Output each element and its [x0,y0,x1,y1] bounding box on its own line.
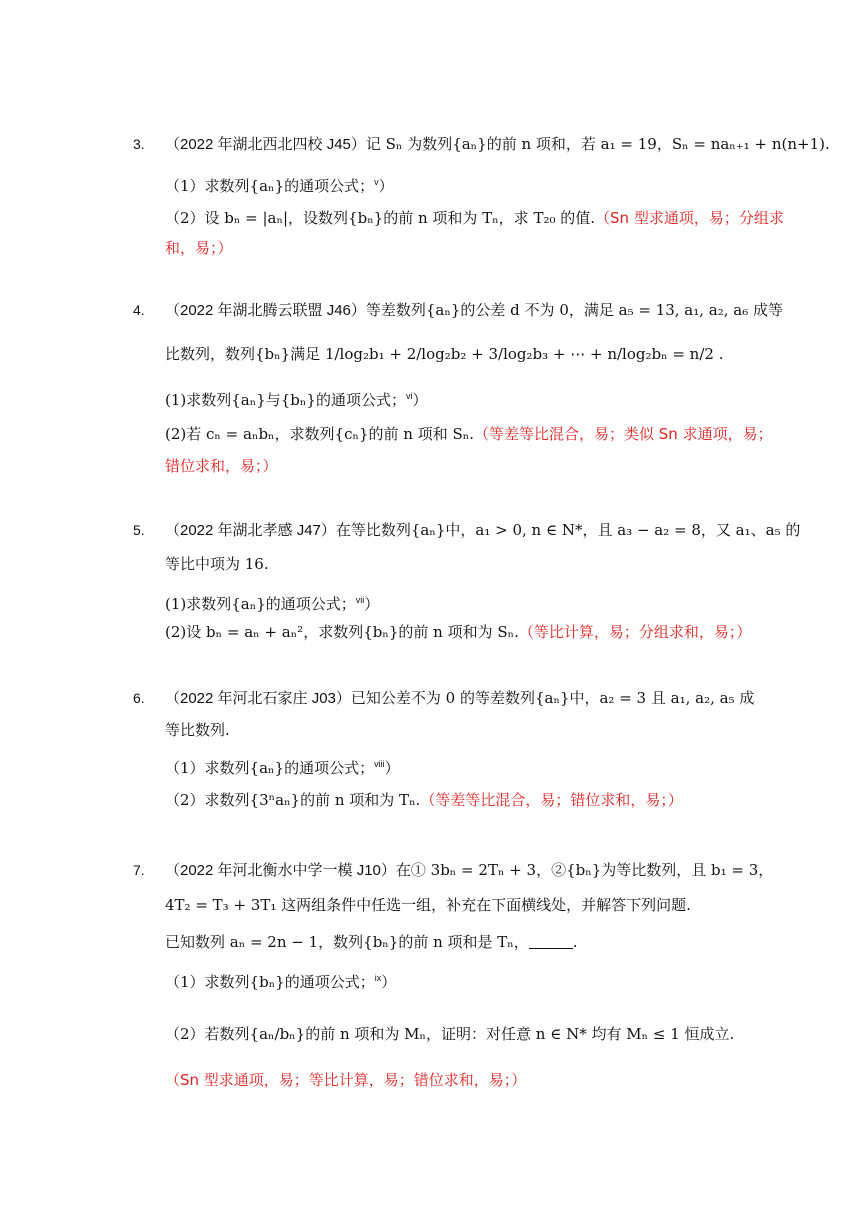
problem-text: 比数列，数列{bₙ}满足 1/log₂b₁ + 2/log₂b₂ + 3/log₂b₃ + ⋯ + n/log₂bₙ = n/2 . [165,345,724,363]
sub-question-text: (1)求数列{aₙ}与{bₙ}的通项公式； [165,391,406,409]
problem-stem-line [165,858,773,882]
problem-text-after: . [572,933,578,951]
problem-source: （2022 年湖北西北四校 J45） [165,136,366,153]
problem-stem-line [165,718,230,742]
problem-source: （2022 年湖北腾云联盟 J46） [165,302,366,319]
problem-source: （2022 年河北衡水中学一模 J10） [165,862,396,879]
sub-question-text: （1）求数列{bₙ}的通项公式； [165,973,375,991]
sub-question-text: （1）求数列{aₙ}的通项公式； [165,759,375,777]
sub-question-text-after: ） [364,595,380,613]
problem-stem-line [165,518,800,542]
sub-question [165,1022,734,1046]
difficulty-note: （Sn 型求通项，易；等比计算，易；错位求和，易；） [165,1071,527,1089]
sub-question [165,384,427,408]
problem-stem-line [165,298,783,322]
answer-blank[interactable] [529,934,573,949]
problem-text: 4T₂ = T₃ + 3T₁ 这两组条件中任选一组，补充在下面横线处，并解答下列问题. [165,896,691,914]
sub-question-text: (1)求数列{aₙ}的通项公式； [165,595,356,613]
sub-question-text: (2)设 bₙ = aₙ + aₙ²，求数列{bₙ}的前 n 项和为 Sₙ. [165,623,519,641]
problem-stem-line [165,686,754,710]
difficulty-note: 错位求和，易；） [165,457,278,475]
difficulty-note-continued [165,454,278,478]
endnote-mark: viii [374,759,385,769]
endnote-mark: vii [355,595,365,605]
difficulty-note: （等差等比混合，易；错位求和，易；） [420,791,683,809]
problem-number: 5. [133,522,145,538]
problem-source: （2022 年河北石家庄 J03） [165,690,351,707]
problem-text: 已知公差不为 0 的等差数列{aₙ}中，a₂ = 3 且 a₁, a₂, a₅ 成 [350,689,755,707]
sub-question-text-after: ） [381,973,397,991]
difficulty-note-line [165,1068,526,1092]
sub-question-text: （1）求数列{aₙ}的通项公式； [165,177,375,195]
problem-source: （2022 年湖北孝感 J47） [165,522,336,539]
problem-text: 等比中项为 16. [165,555,269,573]
problem-number: 3. [133,136,145,152]
sub-question-text: （2）若数列{aₙ/bₙ}的前 n 项和为 Mₙ，证明：对任意 n ∈ N* 均有 Mₙ ≤ 1 恒成立. [165,1025,735,1043]
problem-stem-line [165,893,691,917]
problem-number: 7. [133,862,145,878]
sub-question [165,422,773,446]
problem-number: 6. [133,690,145,706]
difficulty-note-continued [165,236,233,260]
problem-text: 在① 3bₙ = 2Tₙ + 3，②{bₙ}为等比数列，且 b₁ = 3， [395,861,774,879]
sub-question [165,620,751,644]
sub-question [165,752,400,776]
sub-question [165,588,379,612]
sub-question-text: （2）设 bₙ = |aₙ|，设数列{bₙ}的前 n 项和为 Tₙ，求 T₂₀ 的值. [165,209,596,227]
endnote-mark: vi [405,391,413,401]
problem-stem-line [165,132,830,156]
sub-question [165,206,784,230]
problem-text: 已知数列 aₙ = 2n − 1，数列{bₙ}的前 n 项和是 Tₙ， [165,933,529,951]
sub-question-text-after: ） [384,759,400,777]
sub-question-text: (2)若 cₙ = aₙbₙ，求数列{cₙ}的前 n 项和 Sₙ. [165,425,475,443]
difficulty-note: （Sn 型求通项，易；分组求 [595,209,784,227]
problem-text: 在等比数列{aₙ}中，a₁ > 0, n ∈ N*，且 a₃ − a₂ = 8，又 a₁、a₅ 的 [335,521,801,539]
difficulty-note: （等差等比混合，易；类似 Sn 求通项，易； [474,425,773,443]
endnote-mark: ix [374,973,382,983]
endnote-mark: v [374,177,379,187]
sub-question-text: （2）求数列{3ⁿaₙ}的前 n 项和为 Tₙ. [165,791,421,809]
sub-question-text-after: ） [412,391,428,409]
problem-text: 等差数列{aₙ}的公差 d 不为 0，满足 a₅ = 13, a₁, a₂, a₆ 成等 [365,301,784,319]
sub-question [165,788,683,812]
problem-stem-line [165,342,723,366]
problem-number: 4. [133,302,145,318]
problem-text: 等比数列. [165,721,230,739]
difficulty-note: 和，易；） [165,239,233,257]
problem-stem-line [165,552,269,576]
difficulty-note: （等比计算，易；分组求和，易；） [518,623,752,641]
problem-text: 记 Sₙ 为数列{aₙ}的前 n 项和，若 a₁ = 19，Sₙ = naₙ₊₁ + n(n+1). [365,135,830,153]
problem-stem-line [165,930,578,954]
sub-question [165,170,394,194]
sub-question [165,966,396,990]
sub-question-text-after: ） [378,177,394,195]
